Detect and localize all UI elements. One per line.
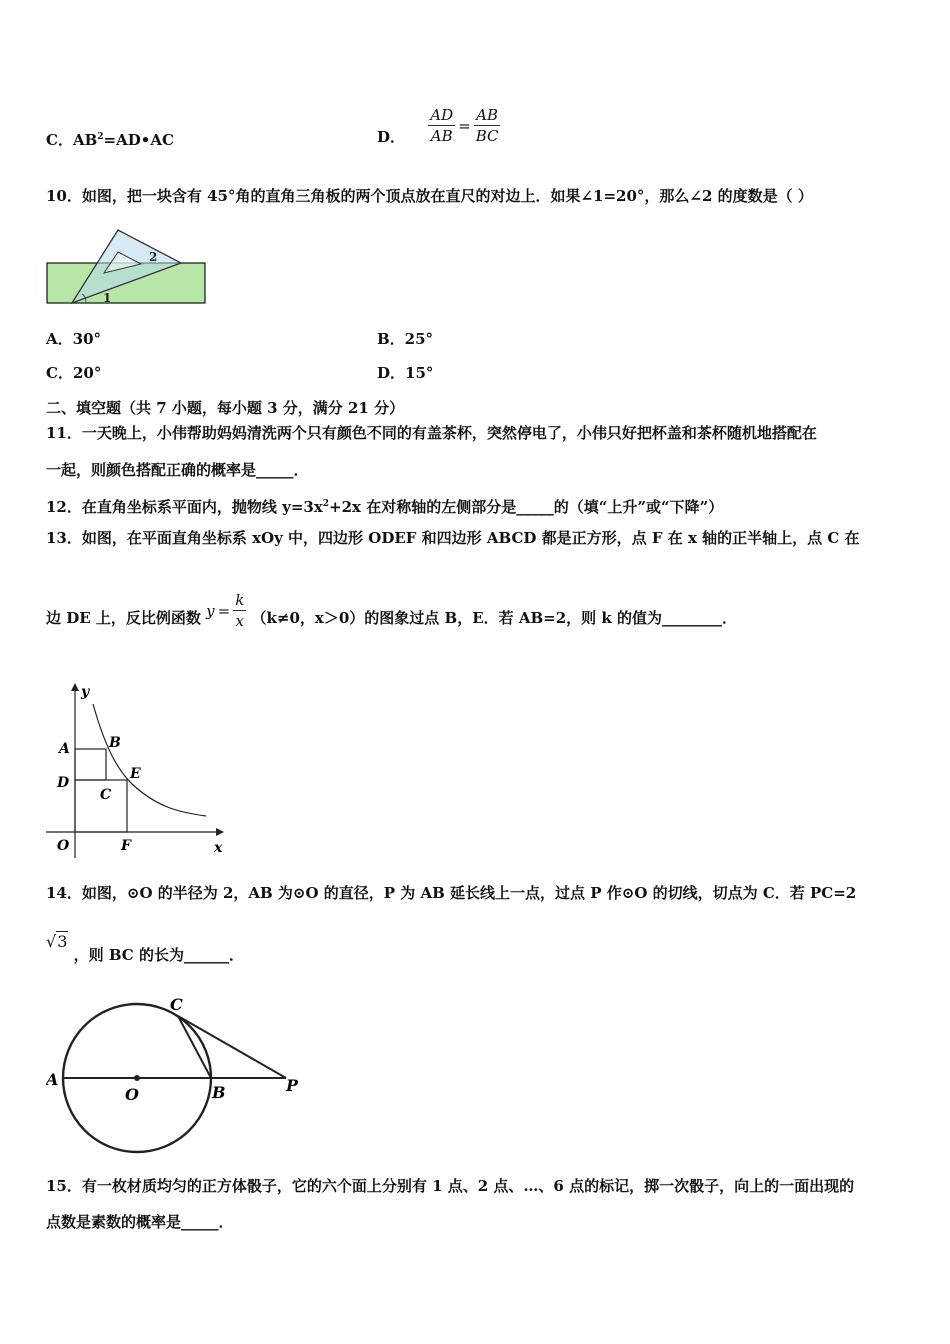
q13-line-2-suffix: （k≠0，x＞0）的图象过点 B，E．若 AB=2，则 k 的值为________． [251,609,738,627]
sqrt-value: 3 [57,932,68,951]
q10-option-b: B．25° [377,330,434,348]
q13-line-2-prefix: 边 DE 上，反比例函数 [46,609,201,627]
q9-option-c-prefix: C．AB [46,131,98,149]
q9-option-d-frac2-den: BC [475,127,499,145]
q10-option-c: C．20° [46,364,102,382]
q9-option-d-frac1-num: AD [430,106,454,124]
q13-formula-fraction [233,590,246,631]
q13-formula-y: y [206,601,215,620]
q13-formula-equals: = [217,601,231,620]
q10-option-a: A．30° [46,330,102,348]
label-e: E [130,766,141,782]
q11-line-2: 一起，则颜色搭配正确的概率是_____． [46,461,309,479]
q15-line-2: 点数是素数的概率是_____． [46,1213,234,1231]
q14-line-1: 14．如图，⊙O 的半径为 2，AB 为⊙O 的直径，P 为 AB 延长线上一点，过点 P 作⊙O 的切线，切点为 C．若 PC=2 [46,884,857,902]
label-d: D [57,775,70,791]
q10-figure [46,228,211,308]
q15-line-1: 15．有一枚材质均匀的正方体骰子，它的六个面上分别有 1 点、2 点、…、6 点的标记，掷一次骰子，向上的一面出现的 [46,1177,855,1195]
q9-option-c-suffix: =AD•AC [103,131,174,149]
q13-figure [46,680,236,860]
q9-option-d-equals: = [458,116,471,135]
label-b: B [109,735,121,751]
square-abcd [75,749,106,780]
q12-text [46,494,723,517]
label-o: O [57,838,70,854]
q12-sup: 2 [322,499,330,509]
q9-option-d-frac2-num: AB [474,105,501,126]
center-point [134,1075,140,1081]
q10-option-d: D．15° [377,364,434,382]
q9-option-d-label: D． [377,128,406,146]
q14-line-2-suffix: ，则 BC 的长为______． [73,946,244,964]
label-x: x [214,840,223,856]
angle-1-label: 1 [103,291,112,305]
q9-option-d-fraction-2 [474,105,501,146]
sqrt-symbol: √ [46,932,57,951]
q13-line-1: 13．如图，在平面直角坐标系 xOy 中，四边形 ODEF 和四边形 ABCD 都是正方形，点 F 在 x 轴的正半轴上，点 C 在 [46,529,860,547]
q9-option-d-frac1-den: AB [430,127,453,145]
q11-line-1: 11．一天晚上，小伟帮助妈妈清洗两个只有颜色不同的有盖茶杯，突然停电了，小伟只好把杯盖和茶杯随机地搭配在 [46,424,817,442]
label-b: B [212,1083,226,1102]
label-f: F [121,838,131,854]
q9-option-d [377,104,500,147]
q9-option-d-fraction-1 [428,105,455,146]
label-y: y [81,684,90,700]
q12-suffix: +2x 在对称轴的左侧部分是_____的（填“上升”或“下降”） [329,498,724,516]
label-a: A [59,741,70,757]
q13-formula-den: x [235,612,244,630]
label-o: O [125,1085,139,1104]
q12-prefix: 12．在直角坐标系平面内，抛物线 y=3x [46,498,323,516]
q10-text: 10．如图，把一块含有 45°角的直角三角板的两个顶点放在直尺的对边上．如果∠1=20°，那么∠2 的度数是（ ） [46,187,813,205]
q13-line-2 [46,590,737,631]
q14-figure [46,990,311,1160]
label-c: C [100,787,112,803]
label-a: A [46,1070,59,1089]
angle-2-label: 2 [149,250,158,264]
q9-option-c-sup: 2 [97,132,104,142]
y-axis-arrow [71,683,79,691]
label-c: C [170,995,183,1014]
q9-option-c [46,127,174,150]
q14-line-2 [46,934,244,965]
sqrt-3 [46,932,68,951]
q13-formula-num: k [235,591,245,609]
x-axis-arrow [216,828,224,836]
label-p: P [286,1076,299,1095]
section-2-title: 二、填空题（共 7 小题，每小题 3 分，满分 21 分） [46,399,405,417]
